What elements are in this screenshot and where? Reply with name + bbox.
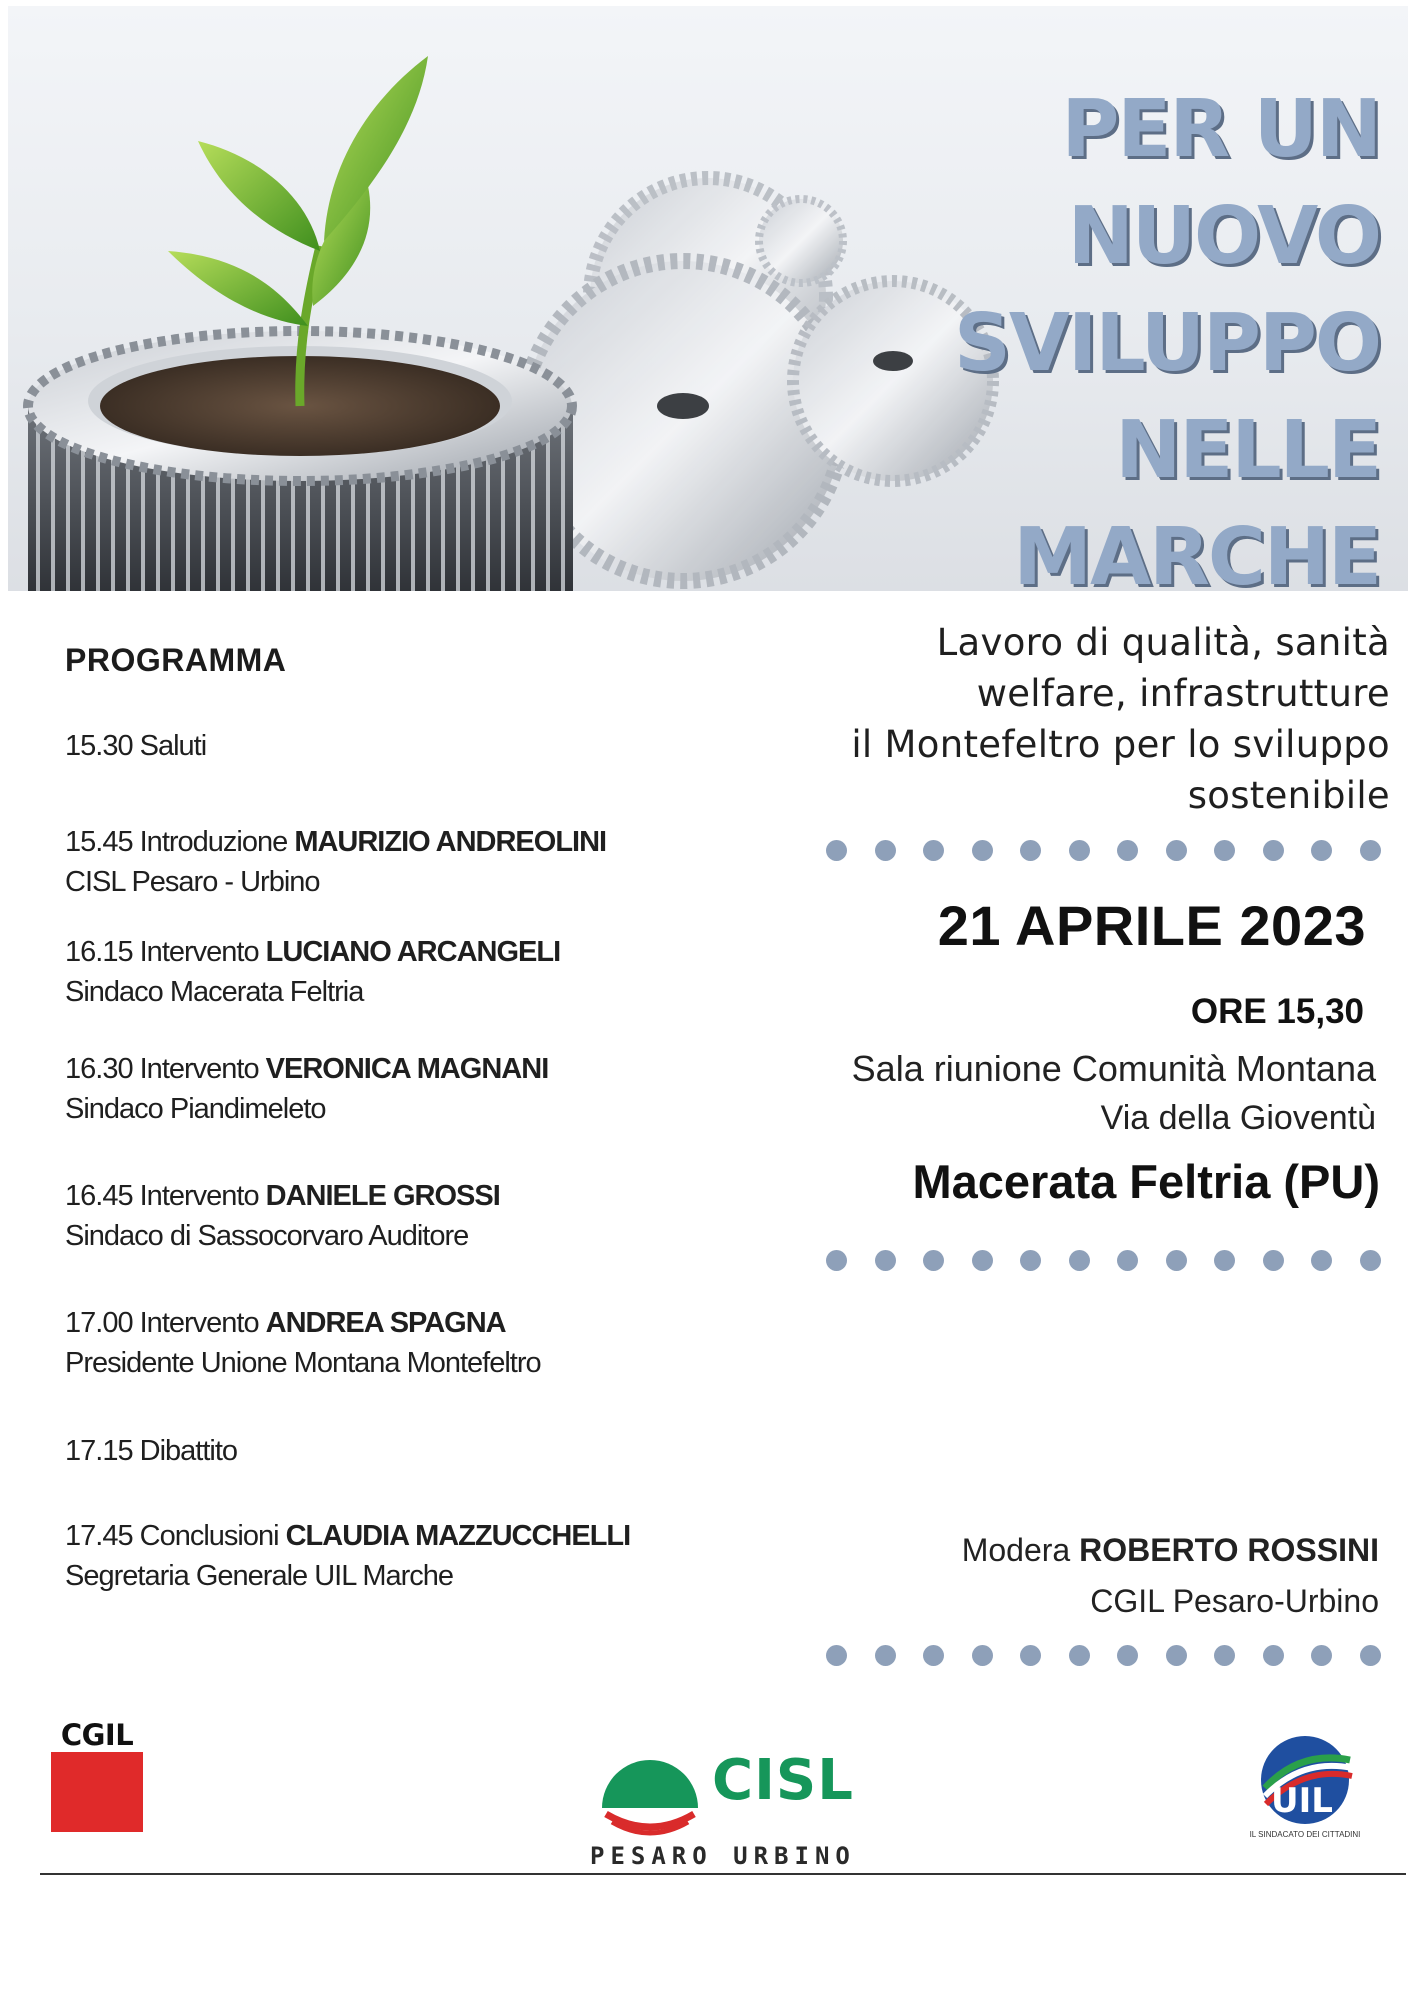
divider-dot xyxy=(923,1250,944,1271)
hero-title-line: PER UN xyxy=(1061,83,1380,175)
speaker-role: Presidente Unione Montana Montefeltro xyxy=(65,1347,541,1379)
divider-dot xyxy=(972,1250,993,1271)
event-street: Via della Gioventù xyxy=(1100,1099,1376,1137)
program-item xyxy=(65,726,206,766)
divider-dot xyxy=(1360,840,1381,861)
subtitle-line: Lavoro di qualità, sanità xyxy=(936,621,1390,664)
divider-dot xyxy=(875,840,896,861)
uil-logo-text: UIL xyxy=(1271,1781,1333,1821)
speaker-name: DANIELE GROSSI xyxy=(265,1180,500,1212)
speaker-role: Segretaria Generale UIL Marche xyxy=(65,1560,454,1592)
divider-dot xyxy=(1311,1250,1332,1271)
program-item-text: 17.00 Intervento xyxy=(65,1307,266,1339)
divider-dot xyxy=(1311,1645,1332,1666)
hero-title xyxy=(954,76,1380,591)
divider-dot xyxy=(826,1250,847,1271)
divider-dot xyxy=(1117,1645,1138,1666)
speaker-role: Sindaco Macerata Feltria xyxy=(65,976,364,1008)
divider-dot xyxy=(1166,840,1187,861)
divider-dot xyxy=(875,1250,896,1271)
divider-dot xyxy=(1117,1250,1138,1271)
divider-dot xyxy=(1020,1250,1041,1271)
footer-rule xyxy=(40,1873,1406,1875)
divider-dot xyxy=(826,1645,847,1666)
dot-divider xyxy=(826,1250,1406,1274)
program-item xyxy=(65,1049,548,1129)
speaker-name: VERONICA MAGNANI xyxy=(265,1053,549,1085)
cgil-logo xyxy=(51,1720,143,1832)
program-item xyxy=(65,1431,237,1471)
program-item-text: 16.15 Intervento xyxy=(65,936,266,968)
event-city: Macerata Feltria (PU) xyxy=(912,1155,1380,1208)
program-item-text: 16.30 Intervento xyxy=(65,1053,266,1085)
event-venue: Sala riunione Comunità Montana xyxy=(851,1048,1376,1089)
speaker-name: ANDREA SPAGNA xyxy=(265,1307,506,1339)
speaker-role: Sindaco di Sassocorvaro Auditore xyxy=(65,1220,469,1252)
moderator-name: ROBERTO ROSSINI xyxy=(1079,1532,1379,1568)
uil-logo xyxy=(1240,1730,1370,1840)
speaker-name: MAURIZIO ANDREOLINI xyxy=(294,826,607,858)
divider-dot xyxy=(826,840,847,861)
dot-divider xyxy=(826,1645,1406,1669)
divider-dot xyxy=(1214,1250,1235,1271)
program-item xyxy=(65,1176,500,1256)
speaker-name: LUCIANO ARCANGELI xyxy=(265,936,561,968)
program-item xyxy=(65,1516,630,1596)
divider-dot xyxy=(923,1645,944,1666)
divider-dot xyxy=(1214,1645,1235,1666)
speaker-role: CISL Pesaro - Urbino xyxy=(65,866,320,898)
uil-logo-subtitle: IL SINDACATO DEI CITTADINI xyxy=(1249,1830,1361,1839)
hero-title-line: NUOVO xyxy=(1067,190,1380,282)
divider-dot xyxy=(1360,1250,1381,1271)
cisl-emblem-icon xyxy=(600,1748,700,1838)
event-subtitle xyxy=(851,617,1390,821)
program-item xyxy=(65,932,560,1012)
program-item-text: 17.15 Dibattito xyxy=(65,1435,238,1467)
subtitle-line: welfare, infrastrutture xyxy=(976,672,1390,715)
divider-dot xyxy=(1263,1250,1284,1271)
hero-image xyxy=(8,6,1408,591)
divider-dot xyxy=(1360,1645,1381,1666)
divider-dot xyxy=(1020,1645,1041,1666)
dot-divider xyxy=(826,840,1406,864)
hero-title-line: MARCHE xyxy=(1013,511,1380,591)
hero-title-line: SVILUPPO xyxy=(953,297,1380,389)
divider-dot xyxy=(1166,1645,1187,1666)
event-time: ORE 15,30 xyxy=(1190,992,1364,1031)
subtitle-line: sostenibile xyxy=(1187,774,1390,817)
divider-dot xyxy=(1069,840,1090,861)
divider-dot xyxy=(1020,840,1041,861)
subtitle-line: il Montefeltro per lo sviluppo xyxy=(851,723,1390,766)
cgil-red-square xyxy=(51,1752,143,1832)
program-item-text: 15.45 Introduzione xyxy=(65,826,295,858)
divider-dot xyxy=(1117,840,1138,861)
cgil-logo-text: CGIL xyxy=(60,1718,134,1752)
program-item-text: 17.45 Conclusioni xyxy=(65,1520,286,1552)
program-item xyxy=(65,1303,541,1383)
uil-emblem-icon xyxy=(1240,1730,1370,1830)
hero-title-line: NELLE xyxy=(1115,404,1380,496)
divider-dot xyxy=(1069,1645,1090,1666)
divider-dot xyxy=(972,1645,993,1666)
divider-dot xyxy=(923,840,944,861)
moderator-prefix: Modera xyxy=(961,1532,1080,1568)
speaker-name: CLAUDIA MAZZUCCHELLI xyxy=(285,1520,631,1552)
program-item-text: 15.30 Saluti xyxy=(65,730,207,762)
cisl-logo-text: CISL xyxy=(712,1748,854,1813)
cisl-logo-subtitle: PESARO URBINO xyxy=(590,1842,856,1870)
cisl-logo xyxy=(590,1748,910,1878)
divider-dot xyxy=(1263,840,1284,861)
divider-dot xyxy=(1214,840,1235,861)
program-item-text: 16.45 Intervento xyxy=(65,1180,266,1212)
divider-dot xyxy=(1263,1645,1284,1666)
program-item xyxy=(65,822,606,902)
divider-dot xyxy=(875,1645,896,1666)
moderator xyxy=(962,1532,1379,1569)
divider-dot xyxy=(1311,840,1332,861)
divider-dot xyxy=(1069,1250,1090,1271)
divider-dot xyxy=(972,840,993,861)
program-heading: PROGRAMMA xyxy=(65,642,287,678)
event-date: 21 APRILE 2023 xyxy=(937,894,1366,957)
divider-dot xyxy=(1166,1250,1187,1271)
speaker-role: Sindaco Piandimeleto xyxy=(65,1093,326,1125)
moderator-org: CGIL Pesaro-Urbino xyxy=(1090,1583,1379,1619)
